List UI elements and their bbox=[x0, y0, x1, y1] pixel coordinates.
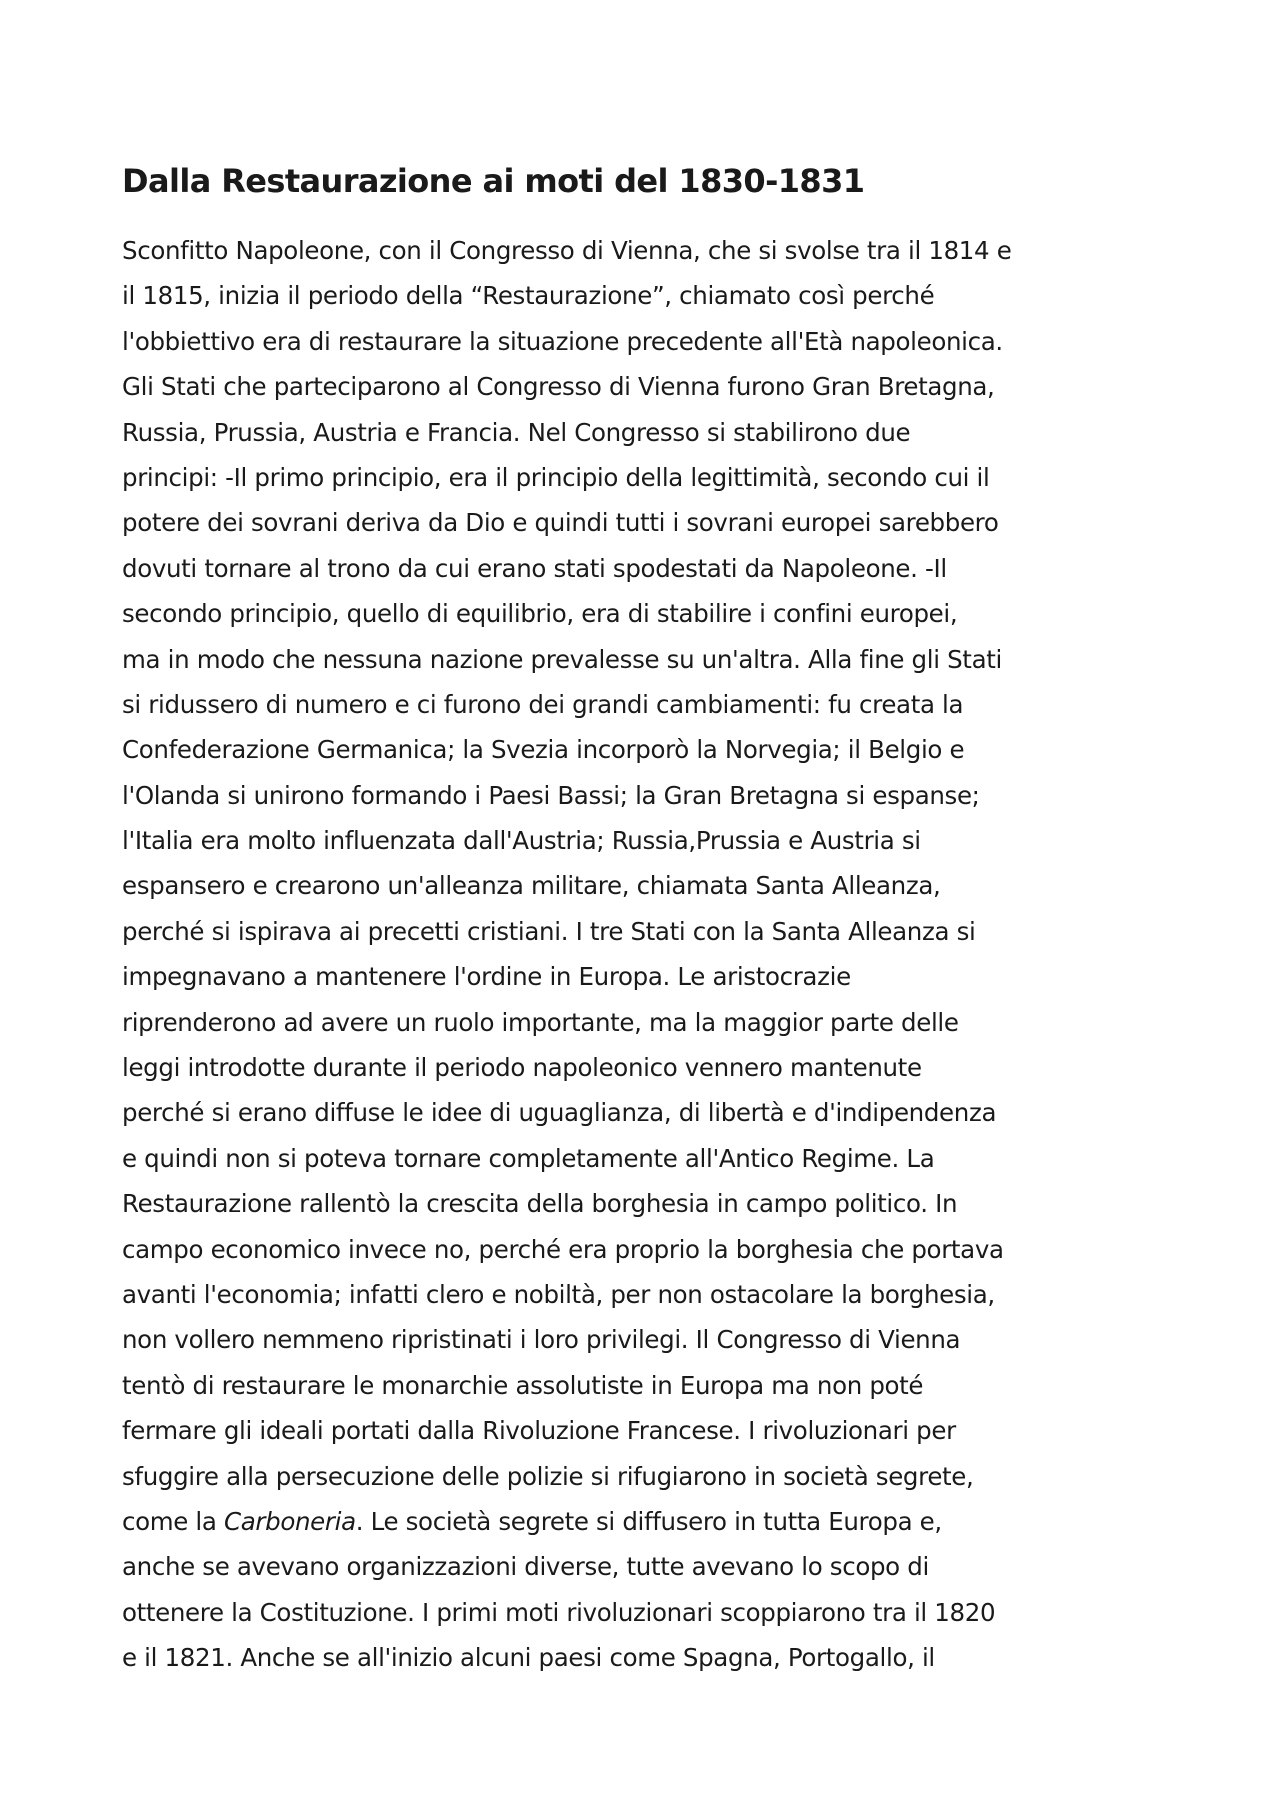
body-line: l'Italia era molto influenzata dall'Austria; Russia,Prussia e Austria si bbox=[122, 826, 921, 856]
body-line: dovuti tornare al trono da cui erano stati spodestati da Napoleone. -Il bbox=[122, 553, 947, 583]
body-line: potere dei sovrani deriva da Dio e quindi tutti i sovrani europei sarebbero bbox=[122, 508, 999, 538]
body-line: il 1815, inizia il periodo della “Restaurazione”, chiamato così perché bbox=[122, 281, 935, 311]
body-line: espansero e crearono un'alleanza militare, chiamata Santa Alleanza, bbox=[122, 871, 941, 901]
body-line: anche se avevano organizzazioni diverse, tutte avevano lo scopo di bbox=[122, 1552, 929, 1582]
body-line: perché si ispirava ai precetti cristiani. I tre Stati con la Santa Alleanza si bbox=[122, 916, 976, 946]
body-line: leggi introdotte durante il periodo napoleonico vennero mantenute bbox=[122, 1053, 922, 1083]
body-line: Restaurazione rallentò la crescita della borghesia in campo politico. In bbox=[122, 1189, 958, 1219]
body-line: e il 1821. Anche se all'inizio alcuni paesi come Spagna, Portogallo, il bbox=[122, 1643, 935, 1673]
body-line: ma in modo che nessuna nazione prevalesse su un'altra. Alla fine gli Stati bbox=[122, 644, 1002, 674]
body-line: non vollero nemmeno ripristinati i loro privilegi. Il Congresso di Vienna bbox=[122, 1325, 961, 1355]
italic-term: Carboneria bbox=[224, 1506, 356, 1536]
body-line: l'obbiettivo era di restaurare la situazione precedente all'Età napoleonica. bbox=[122, 326, 1003, 356]
body-line: impegnavano a mantenere l'ordine in Europa. Le aristocrazie bbox=[122, 962, 851, 992]
body-line: riprenderono ad avere un ruolo importante, ma la maggior parte delle bbox=[122, 1007, 959, 1037]
document-title: Dalla Restaurazione ai moti del 1830-1831 bbox=[122, 162, 865, 200]
body-line: Gli Stati che parteciparono al Congresso di Vienna furono Gran Bretagna, bbox=[122, 372, 995, 402]
body-line: principi: -Il primo principio, era il principio della legittimità, secondo cui il bbox=[122, 462, 990, 492]
body-line: Confederazione Germanica; la Svezia incorporò la Norvegia; il Belgio e bbox=[122, 735, 965, 765]
body-line: perché si erano diffuse le idee di uguaglianza, di libertà e d'indipendenza bbox=[122, 1098, 997, 1128]
body-line: Russia, Prussia, Austria e Francia. Nel Congresso si stabilirono due bbox=[122, 417, 911, 447]
body-line: sfuggire alla persecuzione delle polizie si rifugiarono in società segrete, bbox=[122, 1461, 974, 1491]
body-line: campo economico invece no, perché era proprio la borghesia che portava bbox=[122, 1234, 1004, 1264]
body-line: tentò di restaurare le monarchie assolutiste in Europa ma non poté bbox=[122, 1370, 924, 1400]
body-text-run: come la bbox=[122, 1506, 224, 1536]
body-line: e quindi non si poteva tornare completamente all'Antico Regime. La bbox=[122, 1143, 935, 1173]
body-line bbox=[122, 1499, 1182, 1544]
body-line: avanti l'economia; infatti clero e nobiltà, per non ostacolare la borghesia, bbox=[122, 1279, 995, 1309]
body-line: si ridussero di numero e ci furono dei grandi cambiamenti: fu creata la bbox=[122, 689, 964, 719]
body-text-run: . Le società segrete si diffusero in tutta Europa e, bbox=[355, 1506, 942, 1536]
document-body bbox=[122, 228, 1182, 1681]
body-line: ottenere la Costituzione. I primi moti rivoluzionari scoppiarono tra il 1820 bbox=[122, 1597, 996, 1627]
body-line: secondo principio, quello di equilibrio, era di stabilire i confini europei, bbox=[122, 599, 958, 629]
body-line: fermare gli ideali portati dalla Rivoluzione Francese. I rivoluzionari per bbox=[122, 1416, 956, 1446]
body-line: Sconfitto Napoleone, con il Congresso di Vienna, che si svolse tra il 1814 e bbox=[122, 236, 1012, 265]
body-line: l'Olanda si unirono formando i Paesi Bassi; la Gran Bretagna si espanse; bbox=[122, 780, 980, 810]
